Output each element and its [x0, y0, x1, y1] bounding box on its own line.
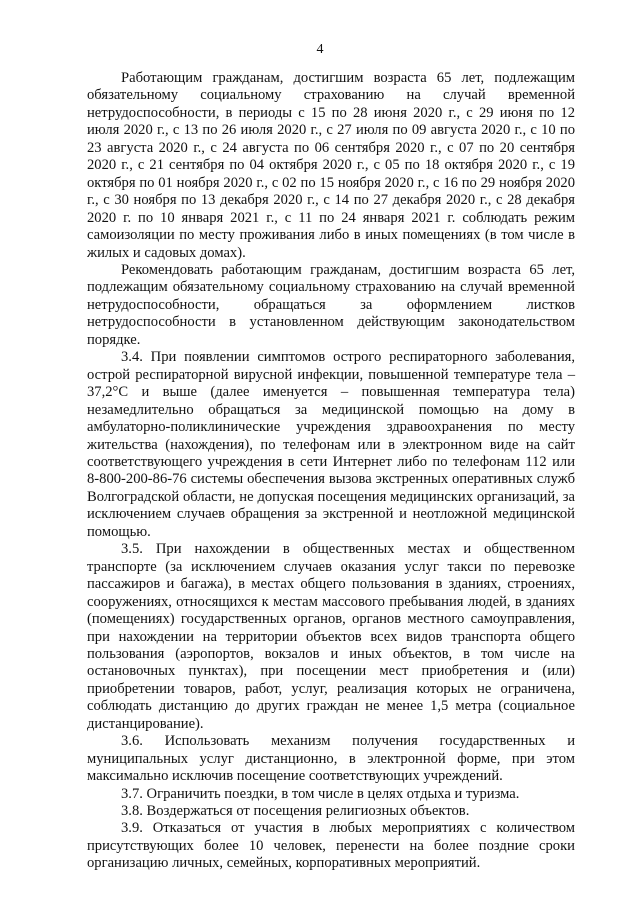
paragraph-self-isolation: Работающим гражданам, достигшим возраста 65 лет, подлежащим обязательному социальному страхованию на случай временной нетрудоспособности, в периоды с 15 по 28 июня 2020 г., с 29 июня по 12 июля 2020 г., с 13 по 26 июля 2020 г., с 27 июля по 09 августа 2020 г., с 10 по 23 августа 2020 г., с 24 августа по 06 сентября 2020 г., с 07 по 20 сентября 2020 г., с 21 сентября по 04 октября 2020 г., с 05 по 18 октября 2020 г., с 19 октября по 01 ноября 2020 г., с 02 по 15 ноября 2020 г., с 16 по 29 ноября 2020 г., с 30 ноября по 13 декабря 2020 г., с 14 по 27 декабря 2020 г., с 28 декабря 2020 г. по 10 января 2021 г., с 11 по 24 января 2021 г. соблюдать режим самоизоляции по месту проживания либо в иных помещениях (в том числе в жилых и садовых домах). [87, 70, 575, 261]
paragraph-3-8-religious-sites: 3.8. Воздержаться от посещения религиозных объектов. [121, 803, 470, 820]
paragraph-sick-leave-recommendation: Рекомендовать работающим гражданам, достигшим возраста 65 лет, подлежащим обязательному социальному страхованию на случай временной нетрудоспособности, обращаться за оформлением листков нетрудоспособности в установленном действующим законодательством порядке. [87, 261, 575, 348]
document-body [87, 70, 575, 873]
paragraph-3-7-limit-trips: 3.7. Ограничить поездки, в том числе в целях отдыха и туризма. [121, 785, 520, 802]
paragraph-3-5-social-distancing: 3.5. При нахождении в общественных местах и общественном транспорте (за исключением случаев оказания услуг такси по перевозке пассажиров и багажа), в местах общего пользования в зданиях, строениях, сооружениях, относящихся к местам массового пребывания людей, в зданиях (помещениях) государственных органов, органов местного самоуправления, при нахождении на территории объектов всех видов транспорта общего пользования (аэропортов, вокзалов и иных объектов, в том числе на остановочных пунктах), при посещении мест приобретения и (или) приобретении товаров, работ, услуг, реализация которых не ограничена, соблюдать дистанцию до других граждан не менее 1,5 метра (социальное дистанцирование). [87, 541, 575, 732]
page-number: 4 [316, 42, 324, 57]
paragraph-3-9-events: 3.9. Отказаться от участия в любых мероприятиях с количеством присутствующих более 10 человек, перенести на более поздние сроки организацию личных, семейных, корпоративных мероприятий. [87, 820, 575, 872]
paragraph-3-4-symptoms: 3.4. При появлении симптомов острого респираторного заболевания, острой респираторной вирусной инфекции, повышенной температуре тела – 37,2°С и выше (далее именуется – повышенная температура тела) незамедлительно обращаться за медицинской помощью на дому в амбулаторно-поликлинические учреждения здравоохранения по месту жительства (нахождения), по телефонам или в электронном виде на сайт соответствующего учреждения в сети Интернет либо по телефонам 112 или 8-800-200-86-76 системы обеспечения вызова экстренных оперативных служб Волгоградской области, не допуская посещения медицинских организаций, за исключением случаев обращения за экстренной и неотложной медицинской помощью. [87, 349, 575, 540]
paragraph-3-6-remote-services: 3.6. Использовать механизм получения государственных и муниципальных услуг дистанционно, в электронной форме, при этом максимально исключив посещение соответствующих учреждений. [87, 733, 575, 785]
